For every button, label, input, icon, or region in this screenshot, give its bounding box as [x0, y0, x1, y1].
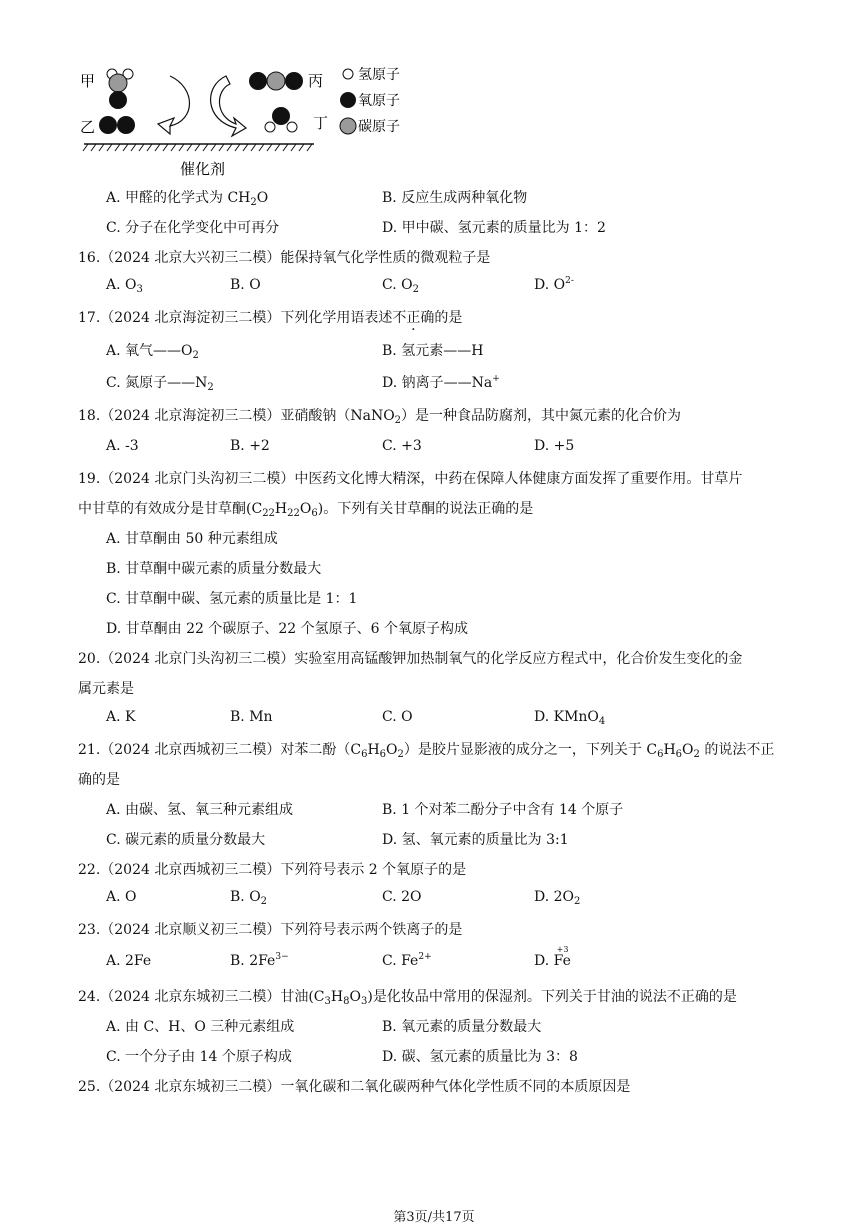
q21-option-a[interactable]: A. 由碳、氢、氧三种元素组成: [106, 802, 294, 818]
q22-option-a[interactable]: A. O: [106, 889, 137, 905]
label-jia: 甲: [80, 72, 96, 90]
q24-option-c[interactable]: C. 一个分子由 14 个原子构成: [106, 1049, 292, 1065]
q19-stem-line2: 中甘草的有效成分是甘草酮$(C_{22}H_{22}O_6)$。下列有关甘草酮的说法正确的是: [78, 501, 534, 519]
q21-stem-line2: 确的是: [78, 772, 120, 788]
q22-option-d[interactable]: D. $2O_2$: [534, 889, 581, 907]
legend-hydrogen: 氢原子: [358, 67, 400, 83]
label-bing: 丙: [308, 72, 324, 90]
q21-option-c[interactable]: C. 碳元素的质量分数最大: [106, 832, 266, 848]
bing-c: [267, 72, 285, 90]
q20-stem-line1: 20.（2024 北京门头沟初三二模）实验室用高锰酸钾加热制氧气的化学反应方程式中，化合价发生变化的金: [78, 651, 743, 667]
q17-option-c[interactable]: C. 氮原子$——N_2$: [106, 375, 214, 393]
q24-option-a[interactable]: A. 由 C、H、O 三种元素组成: [106, 1019, 295, 1035]
q18-option-c[interactable]: C. +3: [382, 438, 422, 454]
q15-option-b[interactable]: B. 反应生成两种氧化物: [382, 190, 528, 206]
q16-stem: 16.（2024 北京大兴初三二模）能保持氧气化学性质的微观粒子是: [78, 250, 491, 266]
q23-option-a[interactable]: A. 2Fe: [106, 953, 152, 969]
q17-option-a[interactable]: A. 氧气$——O_2$: [106, 343, 199, 361]
arrow-left: [158, 76, 190, 134]
jia-o: [109, 91, 127, 109]
q19-option-b[interactable]: B. 甘草酮中碳元素的质量分数最大: [106, 561, 322, 577]
q15-option-c[interactable]: C. 分子在化学变化中可再分: [106, 220, 280, 236]
label-ding: 丁: [313, 114, 329, 132]
q18-option-a[interactable]: A. -3: [106, 438, 139, 454]
q19-stem-line1: 19.（2024 北京门头沟初三二模）中医药文化博大精深，中药在保障人体健康方面发挥了重要作用。甘草片: [78, 471, 743, 487]
ding-o: [272, 107, 290, 125]
q16-option-c[interactable]: C. $O_2$: [382, 277, 419, 295]
q17-option-d[interactable]: D. 钠离子——Na+: [382, 374, 500, 391]
legend-hydrogen-icon: [343, 69, 353, 79]
legend-carbon: 碳原子: [358, 119, 400, 135]
q15-option-d[interactable]: D. 甲中碳、氢元素的质量比为 1：2: [382, 220, 606, 236]
q23-option-c[interactable]: C. $Fe^{2+}$: [382, 952, 432, 969]
yi-o2: [117, 116, 135, 134]
q20-option-b[interactable]: B. Mn: [230, 709, 273, 725]
legend-oxygen: 氧原子: [358, 93, 400, 109]
legend-oxygen-icon: [340, 92, 356, 108]
jia-c: [109, 74, 127, 92]
q21-option-d[interactable]: D. 氢、氧元素的质量比为 3:1: [382, 832, 569, 848]
q18-stem: 18.（2024 北京海淀初三二模）亚硝酸钠（NaNO$_2$）是一种食品防腐剂，其中氮元素的化合价为: [78, 408, 682, 426]
q25-stem: 25.（2024 北京东城初三二模）一氧化碳和二氧化碳两种气体化学性质不同的本质原因是: [78, 1079, 631, 1095]
q16-option-b[interactable]: B. O: [230, 277, 261, 293]
q22-option-c[interactable]: C. 2O: [382, 889, 422, 905]
label-yi: 乙: [80, 118, 96, 136]
q15-option-a[interactable]: A. 甲醛的化学式为 $CH_2O$: [106, 190, 269, 208]
q22-option-b[interactable]: B. $O_2$: [230, 889, 268, 907]
q24-stem: 24.（2024 北京东城初三二模）甘油$(C_3H_8O_3)$是化妆品中常用的保湿剂。下列关于甘油的说法不正确的是: [78, 989, 737, 1007]
emphasis-dots: 不正确: [392, 310, 435, 326]
q21-option-b[interactable]: B. 1 个对苯二酚分子中含有 14 个原子: [382, 802, 624, 818]
q20-option-a[interactable]: A. K: [106, 709, 136, 725]
q18-option-d[interactable]: D. +5: [534, 438, 575, 454]
q23-stem: 23.（2024 北京顺义初三二模）下列符号表示两个铁离子的是: [78, 922, 463, 938]
ding-h2: [287, 122, 297, 132]
surface-hatch: [83, 144, 312, 151]
legend-carbon-icon: [340, 118, 356, 134]
bing-o2: [285, 72, 303, 90]
reaction-diagram: [78, 58, 438, 178]
q17-option-b[interactable]: B. 氢元素——H: [382, 343, 484, 359]
ding-h1: [265, 122, 275, 132]
q20-option-c[interactable]: C. O: [382, 709, 413, 725]
q16-option-a[interactable]: A. $O_3$: [106, 277, 143, 295]
q24-option-b[interactable]: B. 氧元素的质量分数最大: [382, 1019, 542, 1035]
label-catalyst: 催化剂: [180, 160, 226, 178]
q23-option-d[interactable]: D. +3 Fe: [534, 945, 571, 969]
q22-stem: 22.（2024 北京西城初三二模）下列符号表示 2 个氧原子的是: [78, 862, 467, 878]
q16-option-d[interactable]: D. $O^{2-}$: [534, 276, 574, 293]
q17-stem: 17.（2024 北京海淀初三二模）下列化学用语表述不正确的是: [78, 310, 463, 326]
bing-o1: [249, 72, 267, 90]
q19-option-d[interactable]: D. 甘草酮由 22 个碳原子、22 个氢原子、6 个氧原子构成: [106, 621, 468, 637]
q18-option-b[interactable]: B. +2: [230, 438, 270, 454]
q23-option-b[interactable]: B. $2Fe^{3-}$: [230, 952, 289, 969]
q19-option-c[interactable]: C. 甘草酮中碳、氢元素的质量比是 1：1: [106, 591, 358, 607]
q20-option-d[interactable]: D. KMnO$_4$: [534, 709, 606, 727]
yi-o1: [99, 116, 117, 134]
page-footer: 第3页/共17页: [393, 1210, 475, 1225]
arrow-right: [211, 76, 246, 136]
q24-option-d[interactable]: D. 碳、氢元素的质量比为 3：8: [382, 1049, 578, 1065]
q19-option-a[interactable]: A. 甘草酮由 50 种元素组成: [106, 531, 278, 547]
q21-stem-line1: 21.（2024 北京西城初三二模）对苯二酚$(C_6H_6O_2)$是胶片显影液的成分之一，下列关于 $C_6H_6O_2$ 的说法不正: [78, 742, 775, 760]
q20-stem-line2: 属元素是: [78, 681, 134, 697]
